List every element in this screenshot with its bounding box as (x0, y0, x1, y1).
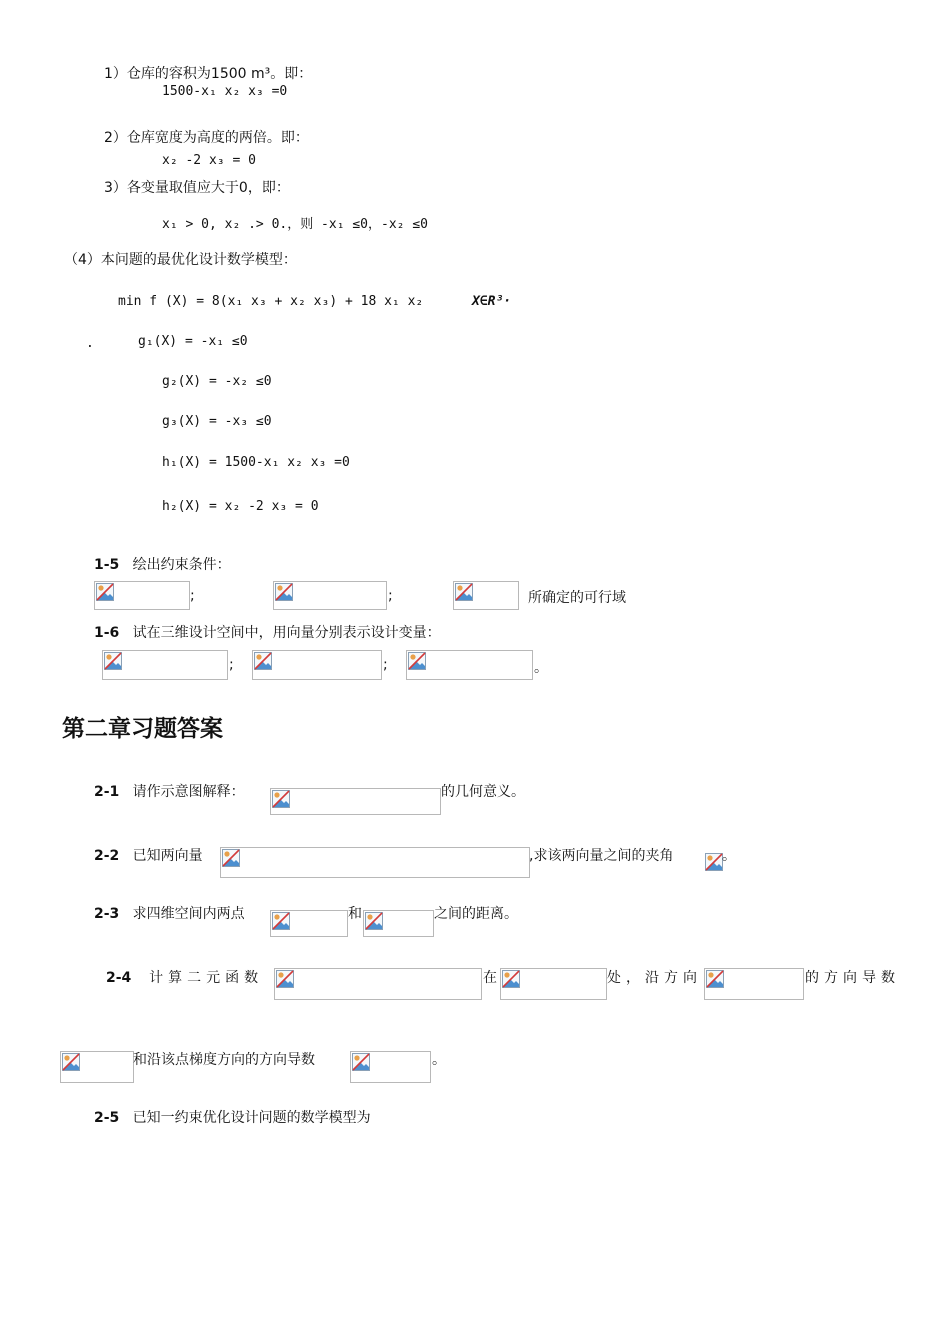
question-mid: 在 (483, 970, 497, 986)
formula-image (94, 581, 190, 610)
question-tail: 。 (432, 1052, 446, 1068)
separator: ; (383, 657, 388, 673)
objective-function: min f (X) = 8(x₁ x₃ + x₂ x₃) + 18 x₁ x₂ (118, 294, 424, 309)
broken-image-icon (365, 912, 383, 930)
formula-image (273, 581, 387, 610)
formula-image (220, 847, 530, 878)
question-mid: ,求该两向量之间的夹角 (529, 848, 674, 864)
question-number: 2-3 (94, 906, 120, 922)
question-2-1 (94, 781, 245, 801)
formula-image (60, 1051, 134, 1083)
constraint-3-equation: x₁ > 0, x₂ .> 0.，则 -x₁ ≤0，-x₂ ≤0 (162, 217, 428, 232)
constraint-2-text: 2）仓库宽度为高度的两倍。即： (104, 130, 309, 146)
broken-image-icon (276, 970, 294, 988)
question-number: 2-5 (94, 1110, 120, 1126)
question-mid: 和 (348, 906, 362, 922)
question-number: 1-5 (94, 557, 120, 573)
question-mid: 处，沿方向 (607, 970, 702, 986)
question-number: 1-6 (94, 625, 120, 641)
formula-image (500, 968, 607, 1000)
question-mid: 和沿该点梯度方向的方向导数 (133, 1052, 315, 1068)
broken-image-icon (502, 970, 520, 988)
question-tail: 。 (722, 848, 736, 864)
chapter-title: 第二章习题答案 (62, 716, 223, 742)
question-number: 2-4 (106, 970, 132, 986)
question-text: 求四维空间内两点 (132, 906, 245, 922)
formula-image (453, 581, 519, 610)
question-number: 2-2 (94, 848, 120, 864)
broken-image-icon (272, 912, 290, 930)
constraint-g3: g₃(X) = -x₃ ≤0 (162, 414, 272, 429)
question-tail: 。 (534, 660, 548, 676)
broken-image-icon (706, 970, 724, 988)
question-text: 计算二元函数 (149, 970, 264, 986)
broken-image-icon (62, 1053, 80, 1071)
separator: ; (229, 657, 234, 673)
constraint-h2: h₂(X) = x₂ -2 x₃ = 0 (162, 499, 319, 514)
question-2-3 (94, 903, 245, 923)
constraint-h1: h₁(X) = 1500-x₁ x₂ x₃ =0 (162, 455, 350, 470)
question-2-4 (106, 967, 263, 987)
broken-image-icon (352, 1053, 370, 1071)
broken-image-icon (96, 583, 114, 601)
question-tail: 的几何意义。 (441, 784, 525, 800)
question-2-5 (94, 1107, 371, 1127)
question-2-2 (94, 845, 203, 865)
constraint-g1: g₁(X) = -x₁ ≤0 (138, 334, 248, 349)
formula-image (704, 968, 804, 1000)
constraint-1-equation: 1500-x₁ x₂ x₃ =0 (162, 84, 288, 99)
constraint-3-text: 3）各变量取值应大于0，即： (104, 180, 290, 196)
formula-image (270, 910, 348, 937)
model-heading: （4）本问题的最优化设计数学模型： (64, 252, 297, 268)
question-text: 已知一约束优化设计问题的数学模型为 (132, 1110, 371, 1126)
broken-image-icon (222, 849, 240, 867)
formula-image (270, 788, 441, 815)
formula-image (252, 650, 382, 680)
question-1-5 (94, 554, 231, 574)
question-tail: 所确定的可行域 (528, 590, 626, 606)
question-number: 2-1 (94, 784, 120, 800)
question-text: 已知两向量 (132, 848, 203, 864)
broken-image-icon (272, 790, 290, 808)
constraint-2-equation: x₂ -2 x₃ = 0 (162, 153, 256, 168)
broken-image-icon (705, 853, 723, 871)
question-tail: 之间的距离。 (434, 906, 518, 922)
question-1-6 (94, 622, 441, 642)
question-mid: 的方向导数 (805, 970, 900, 986)
question-text: 绘出约束条件： (132, 557, 231, 573)
question-text: 请作示意图解释： (132, 784, 245, 800)
formula-image (705, 853, 723, 871)
broken-image-icon (408, 652, 426, 670)
separator: ; (190, 588, 195, 604)
constraint-g2: g₂(X) = -x₂ ≤0 (162, 374, 272, 389)
formula-image (406, 650, 533, 680)
separator: ; (388, 588, 393, 604)
question-text: 试在三维设计空间中，用向量分别表示设计变量： (132, 625, 441, 641)
broken-image-icon (455, 583, 473, 601)
broken-image-icon (275, 583, 293, 601)
broken-image-icon (104, 652, 122, 670)
formula-image (363, 910, 434, 937)
formula-image (102, 650, 228, 680)
constraint-1-text: 1）仓库的容积为1500 m³。即： (104, 66, 313, 82)
stray-dot: . (86, 336, 94, 351)
broken-image-icon (254, 652, 272, 670)
design-domain: X∈R³· (472, 294, 512, 309)
formula-image (350, 1051, 431, 1083)
formula-image (274, 968, 482, 1000)
